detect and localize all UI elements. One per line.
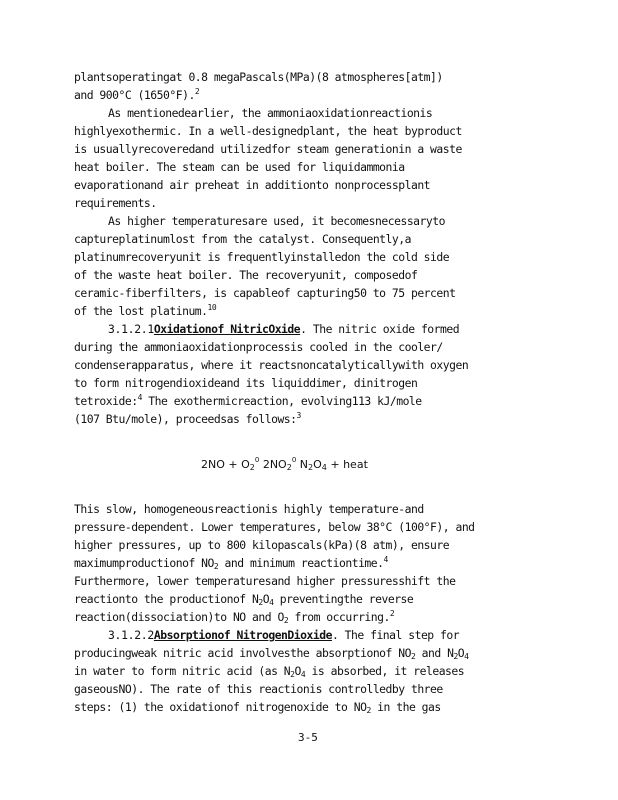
section-heading-line: 3.1.2.1Oxidationof NitricOxide. The nitric oxide formed [108,322,460,336]
paragraph-line: gaseousNO). The rate of this reactionis controlledby three [74,682,443,696]
paragraph-line: is usuallyrecoveredand utilizedfor steam generationin a waste [74,142,462,156]
paragraph-line: reaction(dissociation)to NO and $O_2$ from occurring.$^2$ [74,609,395,625]
paragraph-line: steps: (1) the oxidationof nitrogenoxide to $NO_2$ in the gas [74,700,441,715]
paragraph-line: evaporationand air preheat in additionto nonprocessplant [74,178,431,192]
reference-superscript: 2 [194,87,200,96]
section-number: 3.1.2.2 [108,628,154,642]
paragraph-line: highlyexothermic. In a well-designedplant, the heat byproduct [74,124,462,138]
section-title: Absorptionof NitrogenDioxide [153,628,332,642]
paragraph-line: condenserapparatus, where it reactsnoncatalyticallywith oxygen [74,358,469,372]
paragraph-line: producingweak nitric acid involvesthe absorptionof $NO_2$ and $N_2O_4$ [74,646,469,661]
section-heading-line: 3.1.2.2Absorptionof NitrogenDioxide. The final step for [108,628,460,642]
paragraph-line: requirements. [74,196,157,210]
arrow-glyph: 0 [254,456,260,464]
paragraph-line: during the ammoniaoxidationprocessis cooled in the cooler/ [74,340,443,354]
paragraph-line: (107 Btu/mole), proceedsas follows:$^3$ [74,411,301,426]
paragraph-line: maximumproductionof $NO_2$ and minimum reactiontime.$^4$ [74,555,388,571]
reference-superscript: 2 [389,609,395,618]
paragraph-line: plantsoperatingat 0.8 megaPascals(MPa)(8 atmospheres[atm]) [74,70,443,84]
paragraph-line: captureplatinumlost from the catalyst. Consequently,a [74,232,411,246]
paragraph-line: to form nitrogendioxideand its liquiddimer, dinitrogen [74,376,418,390]
reference-superscript: 4 [137,393,142,402]
chemical-equation: $2NO + O_2^0$ $2NO_2^0$ $N_2O_4$ + heat [201,456,368,472]
reference-superscript: 10 [207,303,217,312]
page-number: 3-5 [298,731,318,744]
reference-superscript: 3 [296,411,301,420]
paragraph-line: pressure-dependent. Lower temperatures, below 38°C (100°F), and [74,520,475,534]
arrow-glyph: 0 [291,456,297,464]
paragraph-line: in water to form nitric acid (as $N_2O_4$ is absorbed, it releases [74,664,465,679]
paragraph-line: As higher temperaturesare used, it becomesnecessaryto [108,214,445,228]
reference-superscript: 4 [383,555,388,564]
paragraph-line: of the lost platinum.$^{10}$ [74,303,217,318]
paragraph-line: reactionto the productionof $N_2O_4$ preventingthe reverse [74,592,414,607]
paragraph-line: This slow, homogeneousreactionis highly temperature-and [74,502,424,516]
paragraph-line: of the waste heat boiler. The recoveryunit, composedof [74,268,418,282]
section-number: 3.1.2.1 [108,322,154,336]
paragraph-line: Furthermore, lower temperaturesand higher pressuresshift the [74,574,456,588]
paragraph-line: and 900°C (1650°F).$^2$ [74,87,200,102]
paragraph-line: ceramic-fiberfilters, is capableof capturing50 to 75 percent [74,286,456,300]
paragraph-line: tetroxide:$^4$ The exothermicreaction, evolving113 kJ/mole [74,393,422,408]
paragraph-line: higher pressures, up to 800 kilopascals(kPa)(8 atm), ensure [74,538,450,552]
section-title: Oxidationof NitricOxide [153,322,301,336]
paragraph-line: heat boiler. The steam can be used for liquidammonia [74,160,405,174]
paragraph-line: platinumrecoveryunit is frequentlyinstalledon the cold side [74,250,450,264]
paragraph-line: As mentionedearlier, the ammoniaoxidationreactionis [108,106,433,120]
